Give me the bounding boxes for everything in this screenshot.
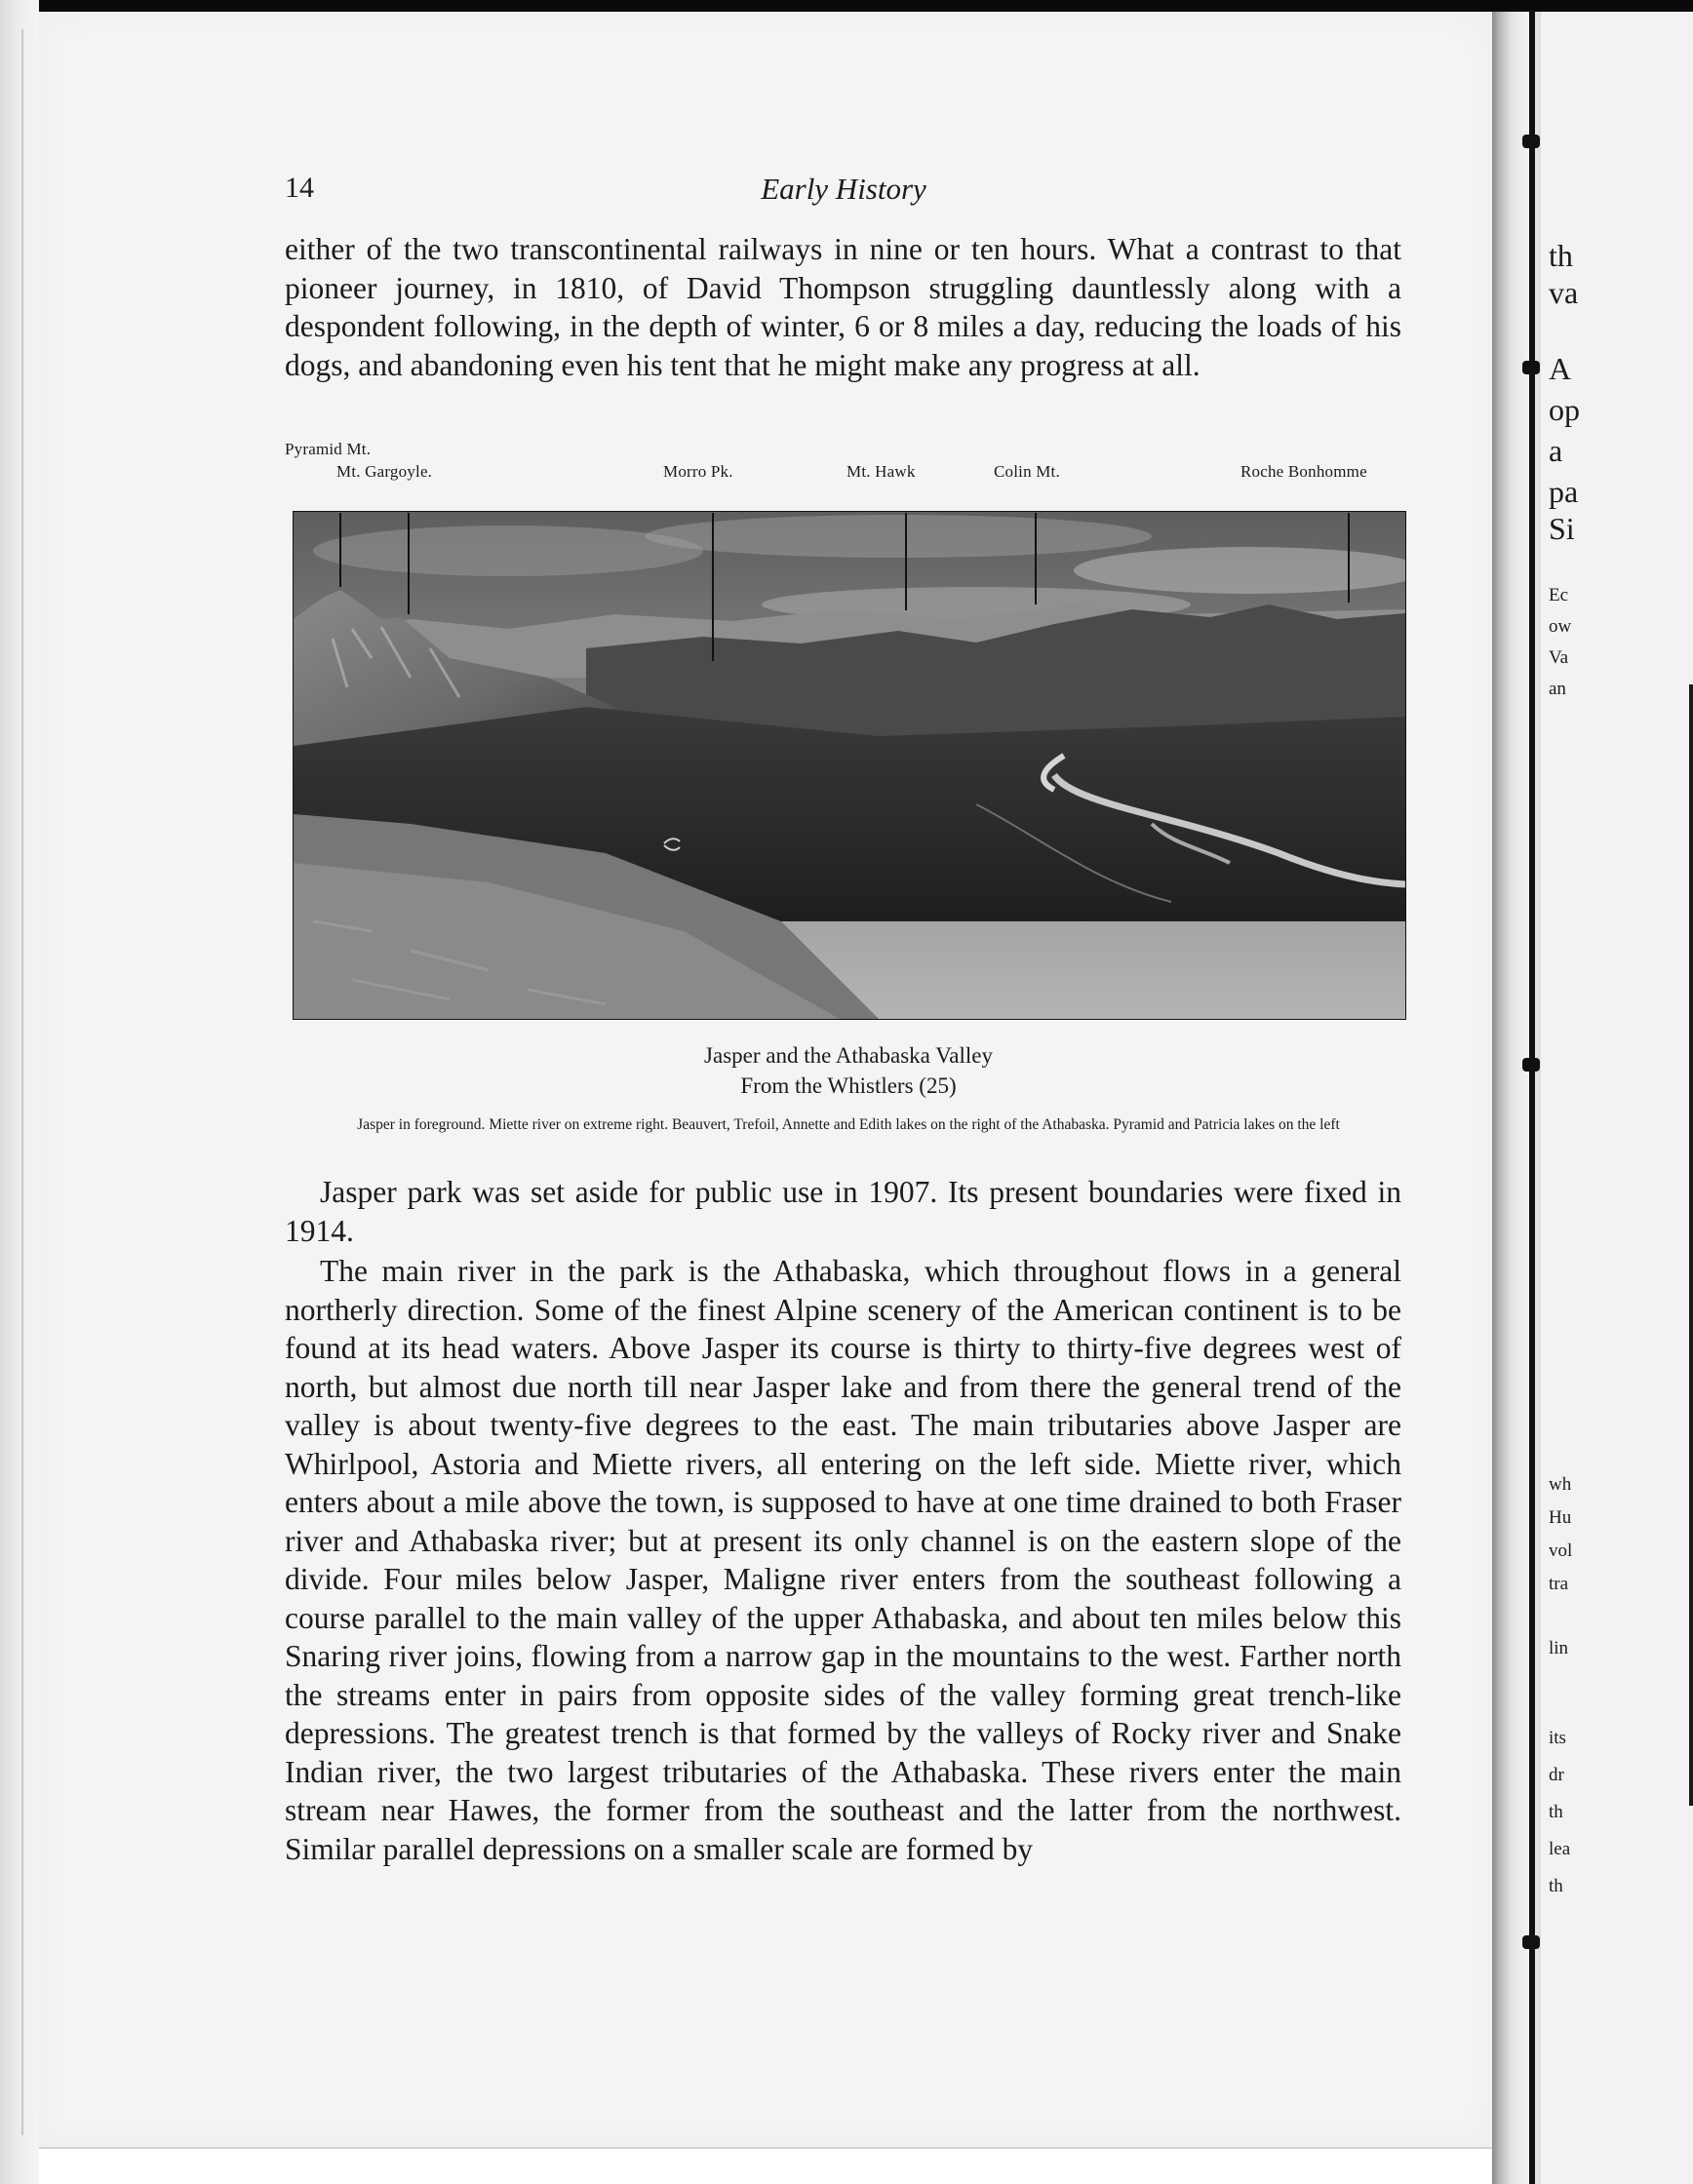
figure-caption-title: Jasper and the Athabaska Valley xyxy=(704,1043,993,1068)
facing-page-fragment: Hu xyxy=(1549,1507,1572,1528)
label-morro-pk: Morro Pk. xyxy=(663,462,733,481)
facing-page-fragment: its xyxy=(1549,1728,1566,1748)
facing-page-fragment: a xyxy=(1549,433,1563,468)
paragraph-river: The main river in the park is the Athabaska, which throughout flows in a general northerly direction. Some of the finest Alpine scenery of the American continent is to be found at its head waters. Above Jasper its course is thirty to thirty-five degrees west of north, but almost due north till near Jasper lake and from there the general trend of the valley is about twenty-five degrees to the east. The main tributaries above Jasper are Whirlpool, Astoria and Miette rivers, all entering on the left side. Miette river, which enters about a mile above the town, is supposed to have at one time drained to both Fraser river and Athabaska river; but at present its only channel is on the eastern slope of the divide. Four miles below Jasper, Maligne river enters from the southeast following a course parallel to the main valley of the upper Athabaska, and about ten miles below this Snaring river joins, flowing from a narrow gap in the mountains to the west. Farther north the streams enter in pairs from opposite sides of the valley forming great trench-like depressions. The greatest trench is that formed by the valleys of Rocky river and Snake Indian river, the two largest tributaries of the Athabaska. These rivers enter the main stream near Hawes, the former from the southeast and the latter from the northwest. Similar parallel depressions on a smaller scale are formed by xyxy=(285,1254,1401,1866)
facing-page-fragment: pa xyxy=(1549,474,1579,509)
pointer-line-pyramid xyxy=(339,513,341,587)
figure-caption-note: Jasper in foreground. Miette river on extreme right. Beauvert, Trefoil, Annette and Edith lakes on the right of the Athabaska. Pyramid and Patricia lakes on the left xyxy=(357,1116,1340,1133)
facing-page-fragment: Va xyxy=(1549,647,1569,668)
binding-staple xyxy=(1522,361,1540,374)
pointer-line-roche xyxy=(1348,513,1350,603)
binding-staple xyxy=(1522,1935,1540,1949)
facing-page xyxy=(1541,12,1693,2184)
facing-page-fragment: th xyxy=(1549,1876,1563,1896)
facing-page-fragment: dr xyxy=(1549,1765,1564,1785)
pointer-line-hawk xyxy=(905,513,907,610)
valley-photograph xyxy=(293,511,1406,1020)
facing-page-fragment: th xyxy=(1549,238,1573,273)
pointer-line-gargoyle xyxy=(408,513,410,614)
facing-page-photo-edge xyxy=(1689,684,1693,1806)
facing-page-fragment: vol xyxy=(1549,1540,1573,1561)
label-roche-bonhomme: Roche Bonhomme xyxy=(1240,462,1367,481)
facing-page-fragment: tra xyxy=(1549,1574,1569,1594)
facing-page-fragment: wh xyxy=(1549,1474,1572,1495)
paragraph-park: Jasper park was set aside for public use in 1907. Its present boundaries were fixed in 1914. xyxy=(285,1175,1401,1248)
label-pyramid-mt: Pyramid Mt. xyxy=(285,440,372,458)
binding-staple xyxy=(1522,135,1540,148)
book-spine xyxy=(1529,10,1535,2184)
figure-caption-subtitle: From the Whistlers (25) xyxy=(740,1073,957,1098)
pointer-line-morro xyxy=(712,513,714,661)
running-head: Early History xyxy=(761,172,926,206)
facing-page-fragment: op xyxy=(1549,392,1580,427)
scan-top-border xyxy=(0,0,1693,12)
facing-page-fragment: an xyxy=(1549,679,1566,699)
facing-page-fragment: th xyxy=(1549,1802,1563,1822)
page-number: 14 xyxy=(285,172,314,204)
label-colin-mt: Colin Mt. xyxy=(994,462,1060,481)
scan-left-edge xyxy=(0,0,39,2184)
opening-paragraph: either of the two transcontinental railways in nine or ten hours. What a contrast to that pioneer journey, in 1810, of David Thompson struggling dauntlessly along with a despondent following, in the depth of winter, 6 or 8 miles a day, reducing the loads of his dogs, and abandoning even his tent that he might make any progress at all. xyxy=(285,232,1401,382)
facing-page-fragment: ow xyxy=(1549,616,1572,637)
facing-page-fragment: Si xyxy=(1549,511,1575,546)
facing-page-fragment: lin xyxy=(1549,1638,1569,1658)
binding-staple xyxy=(1522,1058,1540,1072)
pointer-line-colin xyxy=(1035,513,1037,604)
label-mt-gargoyle: Mt. Gargoyle. xyxy=(336,462,433,481)
facing-page-fragment: va xyxy=(1549,275,1579,310)
label-mt-hawk: Mt. Hawk xyxy=(846,462,916,481)
facing-page-fragment: lea xyxy=(1549,1839,1571,1859)
facing-page-fragment: A xyxy=(1549,351,1572,386)
facing-page-fragment: Ec xyxy=(1549,585,1569,605)
